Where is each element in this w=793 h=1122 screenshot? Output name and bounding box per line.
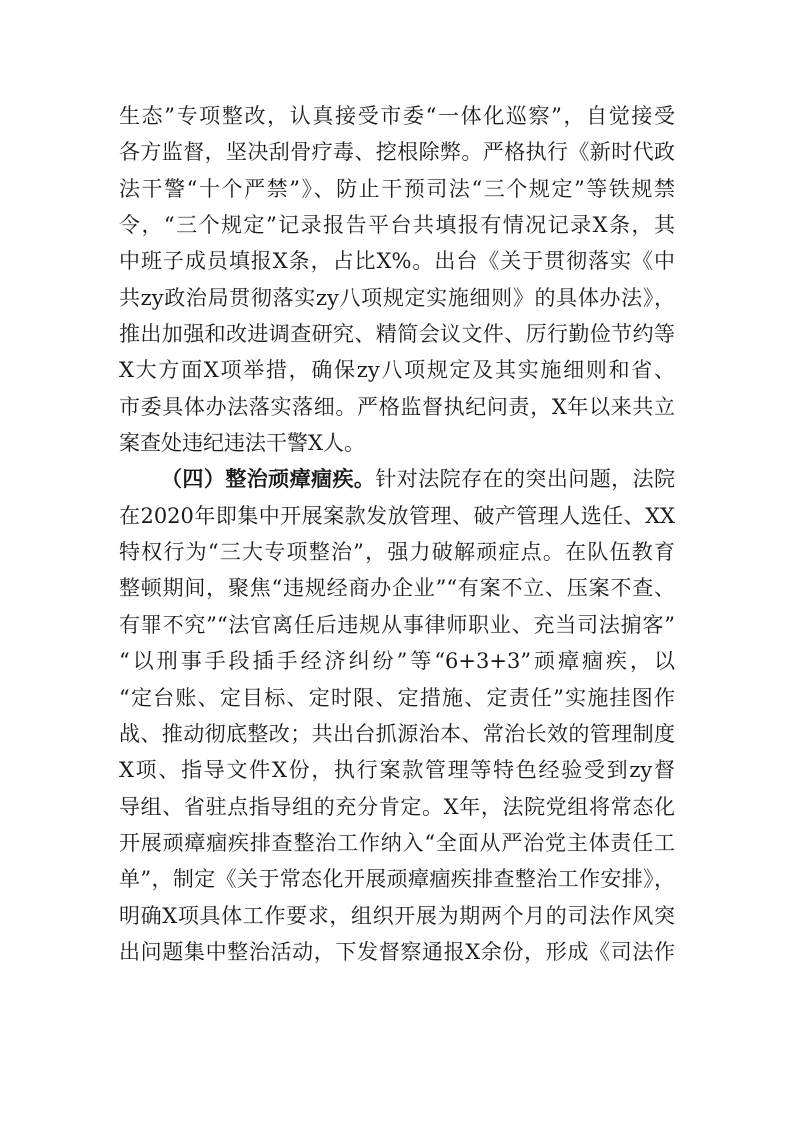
paragraph-line: 令，“三个规定”记录报告平台共填报有情况记录X条，其	[119, 213, 675, 238]
paragraph-line: 整顿期间，聚焦“违规经商办企业”“有案不立、压案不查、	[119, 576, 675, 601]
section-first-line-text: 针对法院存在的突出问题，法院	[375, 467, 675, 492]
paragraph-line: 案查处违纪违法干警X人。	[119, 431, 365, 456]
paragraph-line: 市委具体办法落实落细。严格监督执纪问责，X年以来共立	[119, 394, 675, 419]
paragraph-line: 有罪不究”“法官离任后违规从事律师职业、充当司法掮客”	[119, 612, 675, 637]
paragraph-line: X大方面X项举措，确保zy八项规定及其实施细则和省、	[119, 358, 675, 383]
paragraph-line: 中班子成员填报X条，占比X%。出台《关于贯彻落实《中	[119, 249, 675, 274]
section-heading: （四）整治顽瘴痼疾。	[161, 466, 376, 492]
paragraph-line: 战、推动彻底整改；共出台抓源治本、常治长效的管理制度	[119, 721, 675, 746]
paragraph-line: 共zy政治局贯彻落实zy八项规定实施细则》的具体办法》，	[119, 285, 675, 310]
paragraph-line: “以刑事手段插手经济纠纷”等“6+3+3”顽瘴痼疾，以	[119, 649, 675, 674]
paragraph-line: “定台账、定目标、定时限、定措施、定责任”实施挂图作	[119, 685, 675, 710]
paragraph-line: 生态”专项整改，认真接受市委“一体化巡察”，自觉接受	[119, 104, 675, 128]
paragraph-line: 特权行为“三大专项整治”，强力破解顽症点。在队伍教育	[119, 540, 675, 565]
paragraph-line: 各方监督，坚决刮骨疗毒、挖根除弊。严格执行《新时代政	[119, 140, 675, 165]
paragraph-line: 法干警“十个严禁”》、防止干预司法“三个规定”等铁规禁	[119, 176, 675, 201]
paragraph-line: 导组、省驻点指导组的充分肯定。X年，法院党组将常态化	[119, 794, 675, 819]
paragraph-line: X项、指导文件X份，执行案款管理等特色经验受到zy督	[119, 758, 675, 783]
paragraph-line: 在2020年即集中开展案款发放管理、破产管理人选任、XX	[119, 503, 675, 528]
section-first-line	[119, 461, 675, 497]
paragraph-line: 明确X项具体工作要求，组织开展为期两个月的司法作风突	[119, 903, 675, 928]
paragraph-line: 单”，制定《关于常态化开展顽瘴痼疾排查整治工作安排》，	[119, 867, 675, 892]
body-text	[119, 98, 675, 970]
paragraph-line: 出问题集中整治活动，下发督察通报X余份，形成《司法作	[119, 939, 675, 964]
paragraph-line: 开展顽瘴痼疾排查整治工作纳入“全面从严治党主体责任工	[119, 830, 675, 855]
paragraph-line: 推出加强和改进调查研究、精简会议文件、厉行勤俭节约等	[119, 322, 675, 347]
